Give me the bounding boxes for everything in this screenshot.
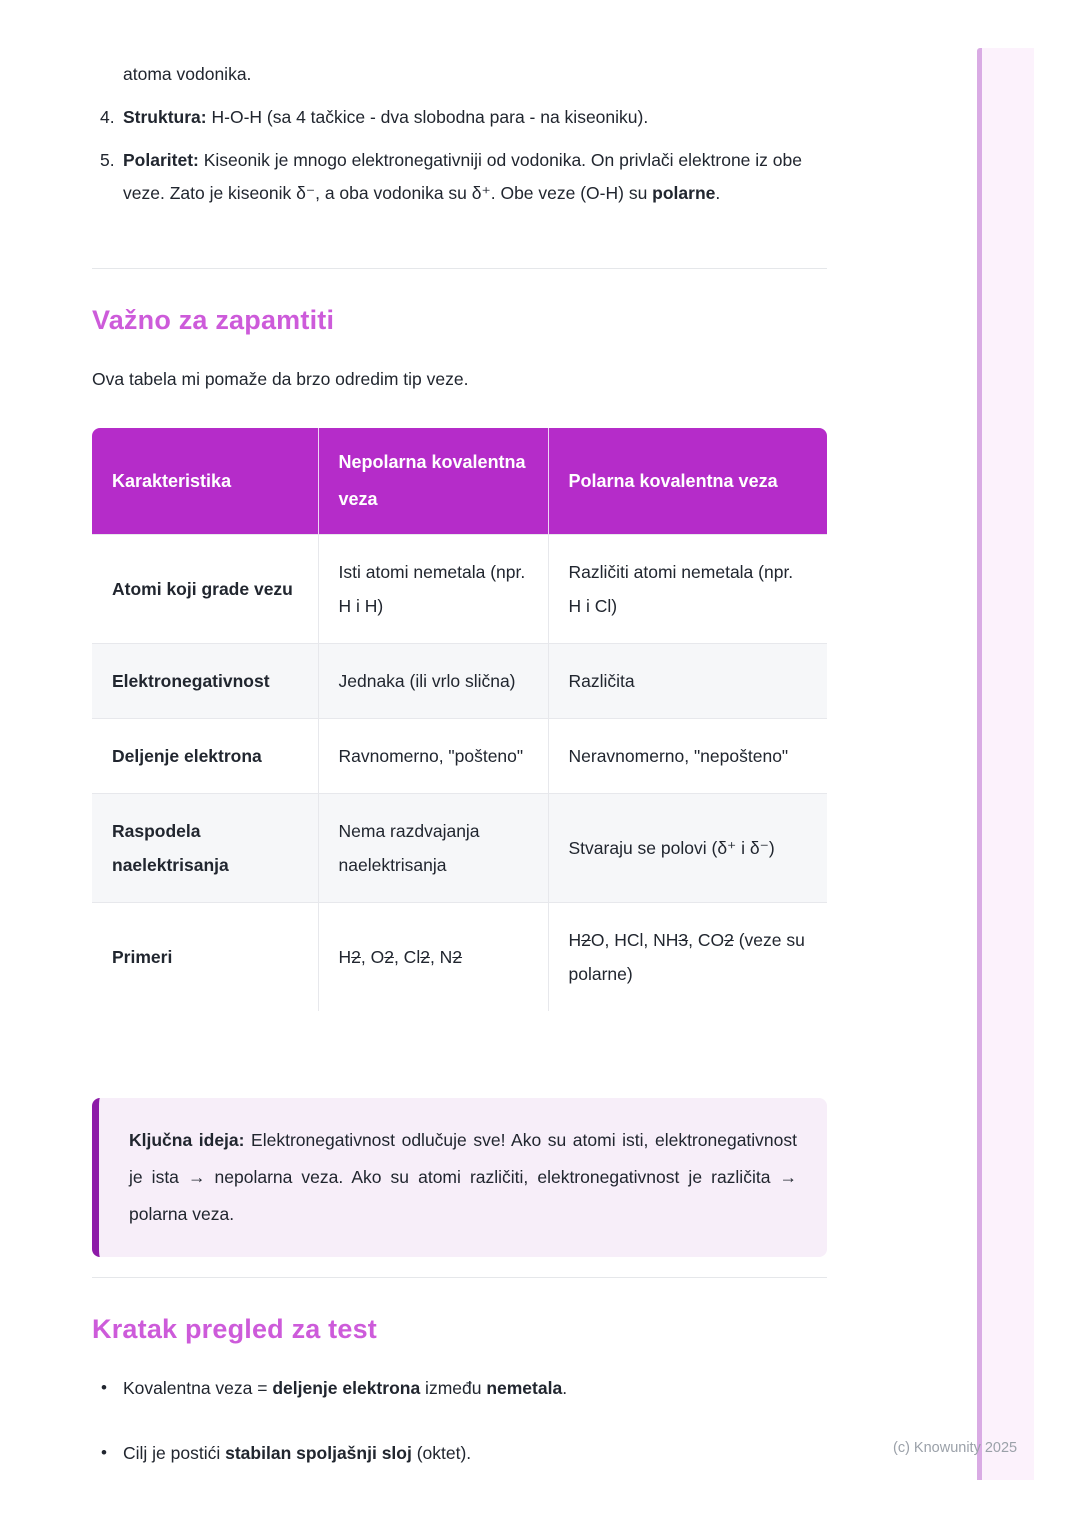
cell-polarna: Neravnomerno, "nepošteno" (548, 719, 827, 794)
section-heading-kratak-pregled: Kratak pregled za test (92, 1314, 377, 1344)
row-label: Atomi koji grade vezu (92, 535, 318, 644)
page-side-highlight-strip (977, 48, 1034, 1480)
item-lead: Polaritet: (123, 150, 199, 170)
cell-nepolarna: Jednaka (ili vrlo slična) (318, 644, 548, 719)
table-row (92, 535, 827, 644)
item-number: 4. (100, 107, 115, 127)
copyright-watermark: (c) Knowunity 2025 (893, 1440, 1018, 1456)
item-rest: H-O-H (sa 4 tačkice - dva slobodna para - na kiseoniku). (206, 107, 649, 127)
cell-polarna: Različiti atomi nemetala (npr. H i Cl) (548, 535, 827, 644)
cell-polarna: H2O, HCl, NH3, CO2 (veze su polarne) (548, 903, 827, 1012)
numbered-item-4 (100, 101, 800, 134)
bullet-icon: • (101, 1443, 107, 1462)
cell-nepolarna: Isti atomi nemetala (npr. H i H) (318, 535, 548, 644)
cell-nepolarna: H2, O2, Cl2, N2 (318, 903, 548, 1012)
item-text (123, 101, 805, 134)
table-row (92, 794, 827, 903)
cell-polarna: Različita (548, 644, 827, 719)
item-number: 5. (100, 150, 115, 170)
bullet-item (92, 1376, 812, 1400)
row-label: Raspodela naelektrisanja (92, 794, 318, 903)
bullet-text: Cilj je postići stabilan spoljašnji sloj (oktet). (123, 1443, 472, 1463)
bullet-item (92, 1441, 812, 1465)
numbered-item-5 (100, 144, 800, 210)
table-header-row (92, 428, 827, 535)
bullet-icon: • (101, 1378, 107, 1397)
item-text (123, 144, 805, 210)
table-intro-paragraph: Ova tabela mi pomaže da brzo odredim tip veze. (92, 369, 469, 389)
item-lead: Struktura: (123, 107, 207, 127)
bond-comparison-table (92, 428, 827, 1011)
bullet-text: Kovalentna veza = deljenje elektrona između nemetala. (123, 1378, 568, 1398)
table-row (92, 903, 827, 1012)
column-header-nepolarna: Nepolarna kovalentna veza (318, 428, 548, 535)
table-row (92, 644, 827, 719)
row-label: Elektronegativnost (92, 644, 318, 719)
cell-nepolarna: Nema razdvajanja naelektrisanja (318, 794, 548, 903)
column-header-karakteristika: Karakteristika (92, 428, 318, 535)
column-header-polarna: Polarna kovalentna veza (548, 428, 827, 535)
row-label: Primeri (92, 903, 318, 1012)
cell-polarna: Stvaraju se polovi (δ⁺ i δ⁻) (548, 794, 827, 903)
table-row (92, 719, 827, 794)
cell-nepolarna: Ravnomerno, "pošteno" (318, 719, 548, 794)
list-item-continuation: atoma vodonika. (123, 64, 252, 84)
key-idea-callout: Ključna ideja: Elektronegativnost odlučuje sve! Ako su atomi isti, elektronegativnost je ista → nepolarna veza. Ako su atomi različiti, elektronegativnost je različita → polarna veza. (92, 1098, 827, 1257)
section-heading-vazno: Važno za zapamtiti (92, 305, 335, 335)
section-divider (92, 268, 827, 269)
item-rest: Kiseonik je mnogo elektronegativniji od vodonika. On privlači elektrone iz obe veze. Zato je kiseonik δ⁻, a oba vodonika su δ⁺. Obe veze (O-H) su polarne. (123, 150, 802, 203)
row-label: Deljenje elektrona (92, 719, 318, 794)
section-divider (92, 1277, 827, 1278)
